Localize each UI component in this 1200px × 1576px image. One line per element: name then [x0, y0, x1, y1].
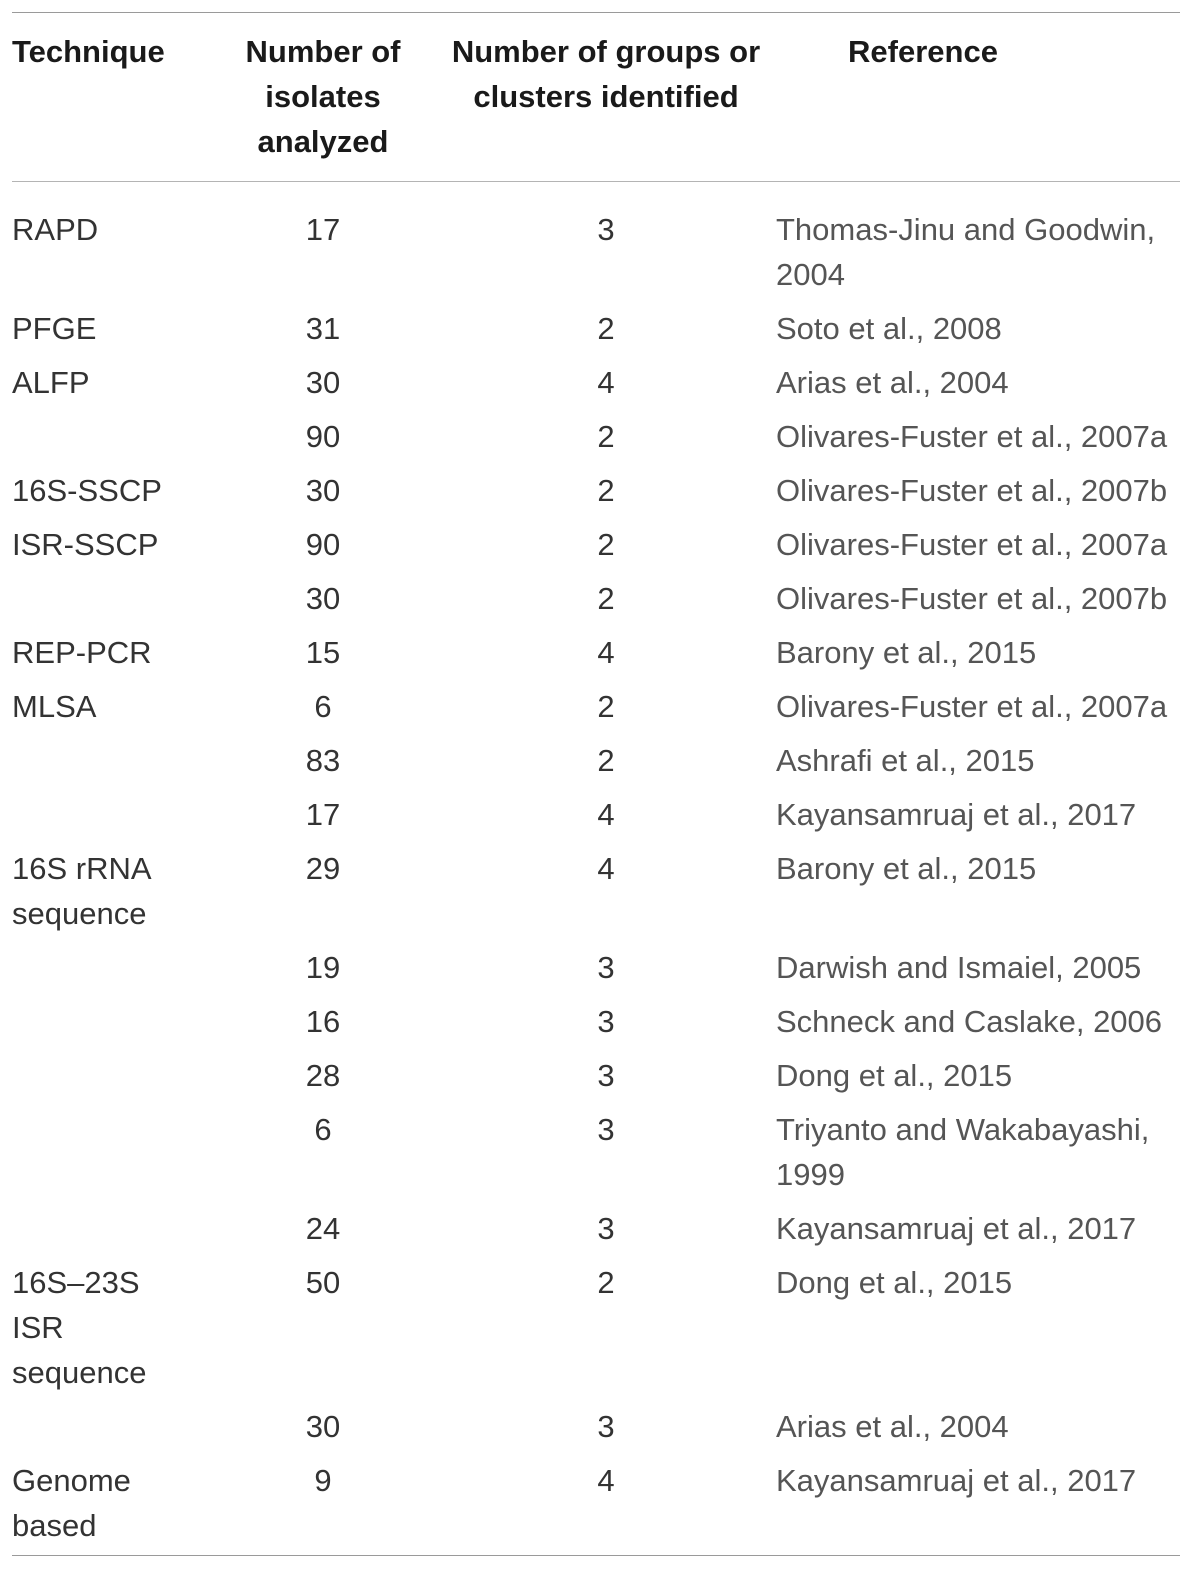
isolates-cell: 31 — [305, 311, 341, 346]
reference-cell: Kayansamruaj et al., 2017 — [776, 1463, 1137, 1498]
isolates-cell: 24 — [305, 1211, 341, 1246]
table-row — [12, 1206, 1180, 1260]
groups-cell: 2 — [597, 689, 615, 724]
reference-cell: Kayansamruaj et al., 2017 — [776, 1211, 1137, 1246]
table-row — [12, 360, 1180, 414]
technique-cell — [12, 1404, 200, 1458]
technique-cell: ISR-SSCP — [12, 527, 159, 562]
groups-cell: 4 — [597, 851, 615, 886]
table-row — [12, 999, 1180, 1053]
isolates-cell: 30 — [305, 581, 341, 616]
technique-cell — [12, 792, 200, 846]
isolates-cell: 30 — [305, 365, 341, 400]
technique-cell: Genome based — [12, 1463, 131, 1543]
reference-cell: Olivares-Fuster et al., 2007a — [776, 527, 1168, 562]
isolates-cell: 90 — [305, 419, 341, 454]
table-row — [12, 1404, 1180, 1458]
groups-cell: 3 — [597, 212, 615, 247]
isolates-cell: 6 — [314, 1112, 332, 1147]
isolates-cell: 15 — [305, 635, 341, 670]
groups-cell: 3 — [597, 950, 615, 985]
table-row — [12, 306, 1180, 360]
technique-cell: ALFP — [12, 365, 90, 400]
isolates-cell: 30 — [305, 473, 341, 508]
reference-cell: Dong et al., 2015 — [776, 1058, 1013, 1093]
isolates-cell: 16 — [305, 1004, 341, 1039]
table-row — [12, 187, 1180, 306]
isolates-cell: 17 — [305, 212, 341, 247]
technique-cell: RAPD — [12, 212, 99, 247]
header-row — [12, 0, 1180, 187]
table-row — [12, 1107, 1180, 1206]
isolates-cell: 19 — [305, 950, 341, 985]
groups-cell: 3 — [597, 1211, 615, 1246]
groups-cell: 2 — [597, 743, 615, 778]
technique-cell: PFGE — [12, 311, 97, 346]
isolates-cell: 6 — [314, 689, 332, 724]
groups-cell: 2 — [597, 473, 615, 508]
isolates-cell: 83 — [305, 743, 341, 778]
groups-cell: 4 — [597, 365, 615, 400]
table-row — [12, 468, 1180, 522]
groups-cell: 4 — [597, 797, 615, 832]
header-isolates: Number of isolates analyzed — [245, 34, 401, 159]
reference-cell: Darwish and Ismaiel, 2005 — [776, 950, 1142, 985]
reference-cell: Olivares-Fuster et al., 2007b — [776, 473, 1168, 508]
reference-cell: Triyanto and Wakabayashi, 1999 — [776, 1112, 1150, 1192]
isolates-cell: 17 — [305, 797, 341, 832]
technique-cell: 16S rRNA sequence — [12, 851, 152, 931]
header-reference: Reference — [848, 34, 998, 69]
reference-cell: Arias et al., 2004 — [776, 365, 1009, 400]
reference-cell: Soto et al., 2008 — [776, 311, 1002, 346]
table-row — [12, 846, 1180, 945]
reference-cell: Barony et al., 2015 — [776, 851, 1037, 886]
reference-cell: Arias et al., 2004 — [776, 1409, 1009, 1444]
groups-cell: 2 — [597, 1265, 615, 1300]
technique-cell: REP-PCR — [12, 635, 152, 670]
technique-cell — [12, 945, 200, 999]
table-row — [12, 576, 1180, 630]
technique-cell — [12, 576, 200, 630]
table-row — [12, 1260, 1180, 1404]
reference-cell: Olivares-Fuster et al., 2007b — [776, 581, 1168, 616]
technique-cell — [12, 1107, 200, 1206]
reference-cell: Ashrafi et al., 2015 — [776, 743, 1035, 778]
groups-cell: 3 — [597, 1004, 615, 1039]
technique-cell — [12, 999, 200, 1053]
header-technique: Technique — [12, 34, 165, 69]
header-groups: Number of groups or clusters identified — [451, 34, 761, 114]
isolates-cell: 28 — [305, 1058, 341, 1093]
table-row — [12, 1458, 1180, 1557]
table-row — [12, 414, 1180, 468]
groups-cell: 3 — [597, 1058, 615, 1093]
isolates-cell: 90 — [305, 527, 341, 562]
reference-cell: Olivares-Fuster et al., 2007a — [776, 689, 1168, 724]
groups-cell: 4 — [597, 635, 615, 670]
reference-cell: Thomas-Jinu and Goodwin, 2004 — [776, 212, 1156, 292]
technique-cell — [12, 738, 200, 792]
table-row — [12, 945, 1180, 999]
reference-cell: Barony et al., 2015 — [776, 635, 1037, 670]
groups-cell: 3 — [597, 1112, 615, 1147]
reference-cell: Dong et al., 2015 — [776, 1265, 1013, 1300]
reference-cell: Kayansamruaj et al., 2017 — [776, 797, 1137, 832]
technique-cell: 16S-SSCP — [12, 473, 162, 508]
isolates-cell: 50 — [305, 1265, 341, 1300]
technique-cell — [12, 1053, 200, 1107]
table-row — [12, 522, 1180, 576]
reference-cell: Schneck and Caslake, 2006 — [776, 1004, 1163, 1039]
table-row — [12, 684, 1180, 738]
table-row — [12, 630, 1180, 684]
table-header — [12, 0, 1180, 187]
isolates-cell: 30 — [305, 1409, 341, 1444]
technique-cell: MLSA — [12, 689, 97, 724]
isolates-cell: 29 — [305, 851, 341, 886]
table-row — [12, 738, 1180, 792]
groups-cell: 2 — [597, 581, 615, 616]
groups-cell: 2 — [597, 527, 615, 562]
technique-cell — [12, 414, 200, 468]
technique-cell: 16S–23S ISR sequence — [12, 1265, 147, 1390]
typing-techniques-table — [12, 0, 1180, 1557]
groups-cell: 2 — [597, 311, 615, 346]
isolates-cell: 9 — [314, 1463, 332, 1498]
reference-cell: Olivares-Fuster et al., 2007a — [776, 419, 1168, 454]
table-row — [12, 792, 1180, 846]
groups-cell: 3 — [597, 1409, 615, 1444]
table-row — [12, 1053, 1180, 1107]
table-body — [12, 187, 1180, 1557]
technique-cell — [12, 1206, 200, 1260]
groups-cell: 2 — [597, 419, 615, 454]
groups-cell: 4 — [597, 1463, 615, 1498]
